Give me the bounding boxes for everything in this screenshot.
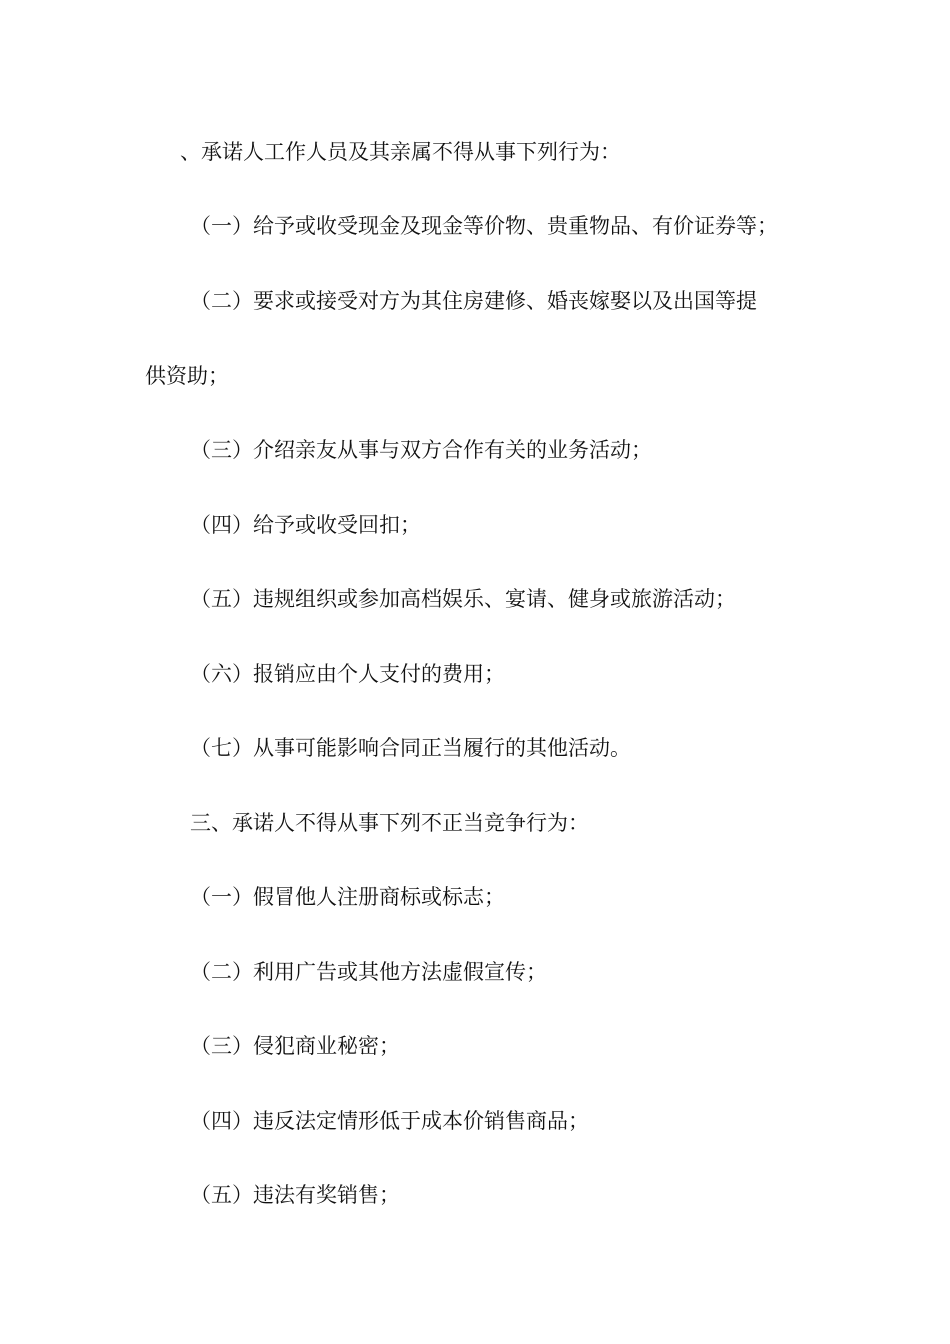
paragraph-item: （二）要求或接受对方为其住房建修、婚丧嫁娶以及出国等提 bbox=[190, 289, 757, 313]
paragraph-item: （六）报销应由个人支付的费用； bbox=[190, 662, 505, 686]
paragraph-continuation: 供资助； bbox=[145, 364, 229, 388]
paragraph-item: （五）违法有奖销售； bbox=[190, 1183, 400, 1207]
paragraph-item: （五）违规组织或参加高档娱乐、宴请、健身或旅游活动； bbox=[190, 587, 736, 611]
paragraph-item: （七）从事可能影响合同正当履行的其他活动。 bbox=[190, 736, 631, 760]
paragraph-item: （三）侵犯商业秘密； bbox=[190, 1034, 400, 1058]
paragraph-item: （四）给予或收受回扣； bbox=[190, 513, 421, 537]
paragraph-heading-3: 三、承诺人不得从事下列不正当竞争行为： bbox=[190, 811, 589, 835]
paragraph-item: （二）利用广告或其他方法虚假宣传； bbox=[190, 960, 547, 984]
paragraph-item: （一）假冒他人注册商标或标志； bbox=[190, 885, 505, 909]
paragraph-heading-2: 、承诺人工作人员及其亲属不得从事下列行为： bbox=[180, 140, 621, 164]
paragraph-item: （三）介绍亲友从事与双方合作有关的业务活动； bbox=[190, 438, 652, 462]
paragraph-item: （四）违反法定情形低于成本价销售商品； bbox=[190, 1109, 589, 1133]
paragraph-item: （一）给予或收受现金及现金等价物、贵重物品、有价证券等； bbox=[190, 214, 778, 238]
